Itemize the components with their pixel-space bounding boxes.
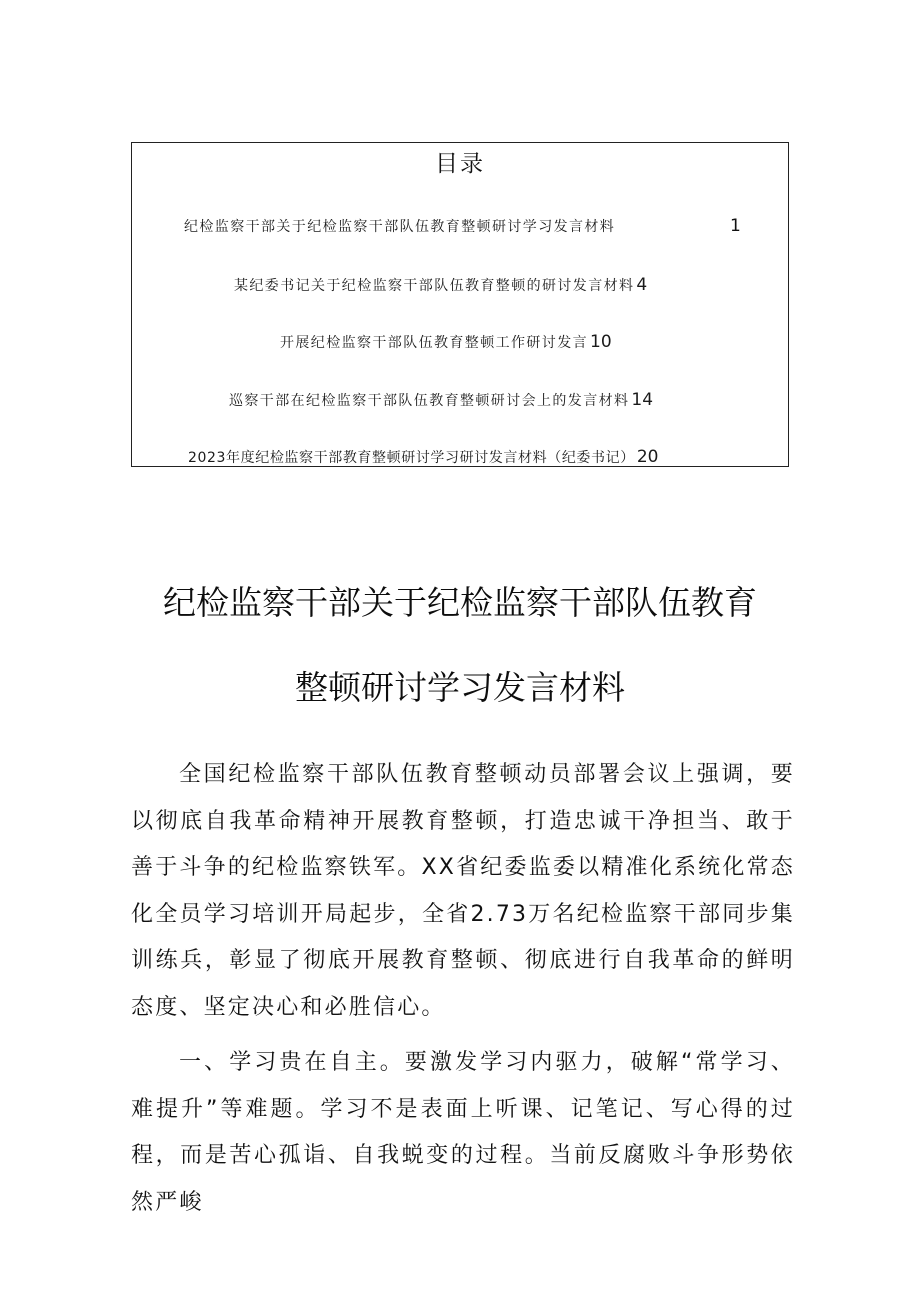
- toc-entry-page[interactable]: 1: [730, 216, 741, 236]
- toc-entry-page: 14: [631, 390, 654, 410]
- toc-entry[interactable]: [280, 332, 612, 353]
- toc-entry-page: 4: [636, 275, 648, 295]
- table-of-contents: [131, 142, 789, 467]
- toc-entry-text: 开展纪检监察干部队伍教育整顿工作研讨发言: [280, 335, 588, 351]
- toc-entry[interactable]: [188, 447, 658, 467]
- toc-entry-text: 2023年度纪检监察干部教育整顿研讨学习研讨发言材料（纪委书记）: [188, 450, 635, 466]
- body-paragraph: 全国纪检监察干部队伍教育整顿动员部署会议上强调，要以彻底自我革命精神开展教育整顿，打造忠诚干净担当、敢于善于斗争的纪检监察铁军。XX省纪委监委以精准化系统化常态化全员学习培训开局起步，全省2.73万名纪检监察干部同步集训练兵，彰显了彻底开展教育整顿、彻底进行自我革命的鲜明态度、坚定决心和必胜信心。: [131, 762, 795, 1020]
- toc-entry[interactable]: [184, 217, 615, 237]
- toc-entry[interactable]: [229, 390, 653, 411]
- toc-entry-text: 纪检监察干部关于纪检监察干部队伍教育整顿研讨学习发言材料: [184, 219, 616, 235]
- toc-entry[interactable]: [234, 275, 647, 296]
- document-title-line-2: 整顿研讨学习发言材料: [295, 668, 625, 707]
- document-title-line-1: 纪检监察干部关于纪检监察干部队伍教育: [163, 583, 757, 622]
- toc-title: 目录: [435, 151, 485, 177]
- toc-entry-text: 巡察干部在纪检监察干部队伍教育整顿研讨会上的发言材料: [229, 393, 630, 409]
- body-paragraph: 一、学习贵在自主。要激发学习内驱力，破解“常学习、难提升”等难题。学习不是表面上听课、记笔记、写心得的过程，而是苦心孤诣、自我蜕变的过程。当前反腐败斗争形势依然严峻: [131, 1050, 795, 1215]
- toc-entry-text: 某纪委书记关于纪检监察干部队伍教育整顿的研讨发言材料: [234, 278, 635, 294]
- toc-entry-page: 10: [590, 332, 612, 352]
- toc-entry-page: 20: [636, 447, 659, 467]
